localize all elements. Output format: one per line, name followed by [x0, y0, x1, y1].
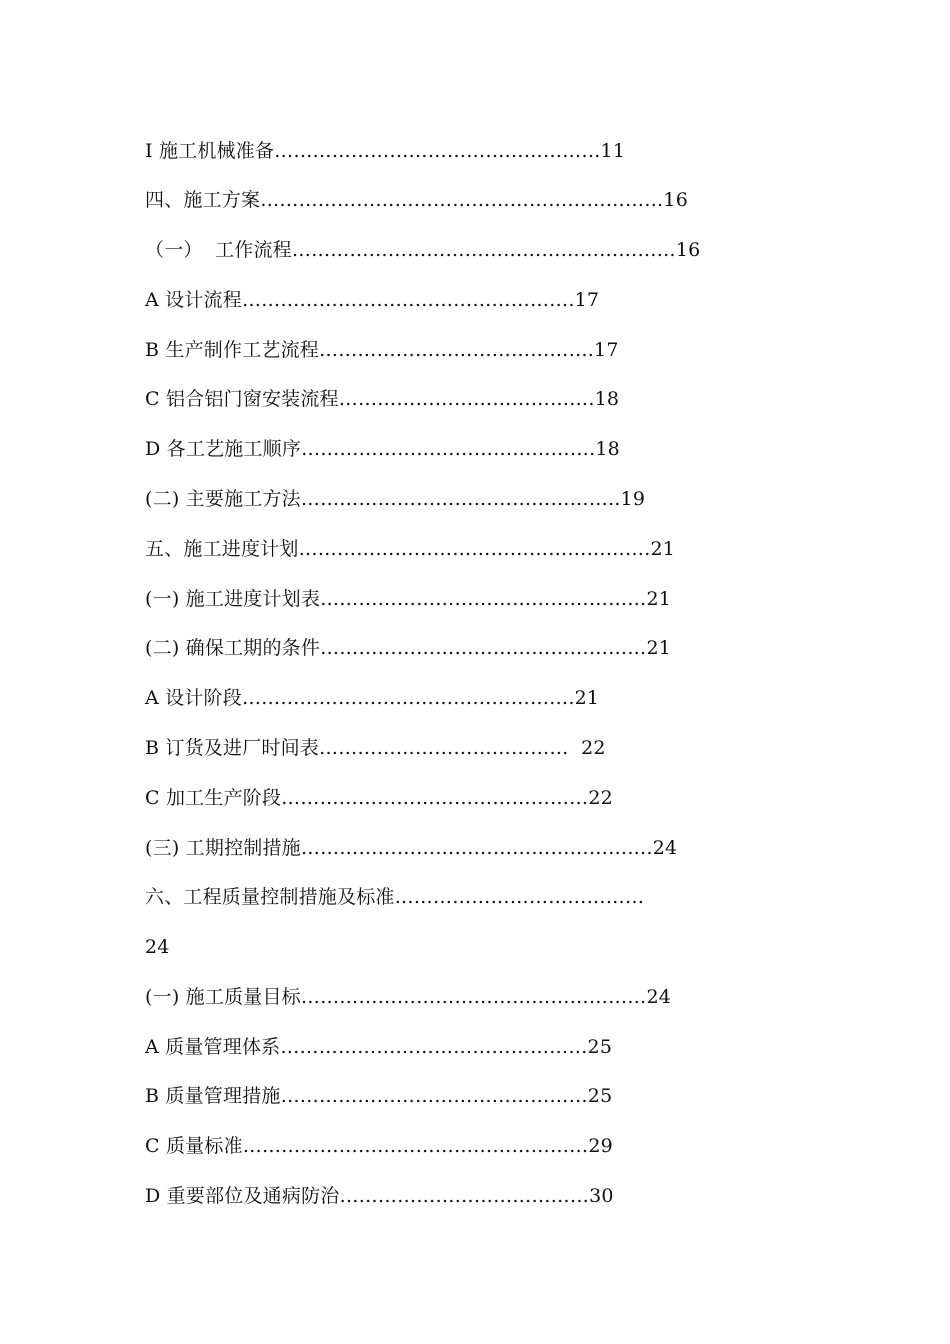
- toc-entry: C 加工生产阶段…………………………………………22: [145, 787, 613, 809]
- toc-entry: A 设计流程…………………………………………….17: [145, 289, 600, 311]
- toc-entry: （一） 工作流程……………………………………………………16: [145, 239, 701, 261]
- toc-entry: (一) 施工质量目标………………………………………………24: [145, 986, 672, 1008]
- toc-entry: D 各工艺施工顺序……………………………………….18: [145, 438, 620, 460]
- toc-entry: C 铝合铝门窗安装流程………………………………….18: [145, 388, 620, 410]
- toc-entry: I 施工机械准备……………………………………………11: [145, 140, 626, 162]
- toc-entry: (三) 工期控制措施……………………………………………….24: [145, 837, 678, 859]
- toc-entry: B 生产制作工艺流程…………………………………….17: [145, 339, 619, 361]
- toc-entry: A 设计阶段…………………………………………….21: [145, 687, 600, 709]
- toc-entry: C 质量标准………………………………………………29: [145, 1135, 613, 1157]
- toc-entry: B 质量管理措施…………………………………………25: [145, 1085, 613, 1107]
- toc-entry: 五、施工进度计划……………………………………………….21: [145, 538, 676, 560]
- toc-entry: B 订货及进厂时间表………………………………… 22: [145, 737, 606, 759]
- toc-entry-page-number: 24: [145, 936, 170, 958]
- toc-entry: (一) 施工进度计划表……………………………………………21: [145, 588, 672, 610]
- toc-entry: 六、工程质量控制措施及标准…………………………………: [145, 886, 645, 908]
- toc-entry: 四、施工方案………………………………………………………16: [145, 189, 688, 211]
- toc-entry: (二) 主要施工方法…………………………………………..19: [145, 488, 646, 510]
- toc-entry: (二) 确保工期的条件……………………………………………21: [145, 637, 672, 659]
- toc-entry: D 重要部位及通病防治…………………………………30: [145, 1185, 614, 1207]
- toc-entry: A 质量管理体系…………………………………………25: [145, 1036, 613, 1058]
